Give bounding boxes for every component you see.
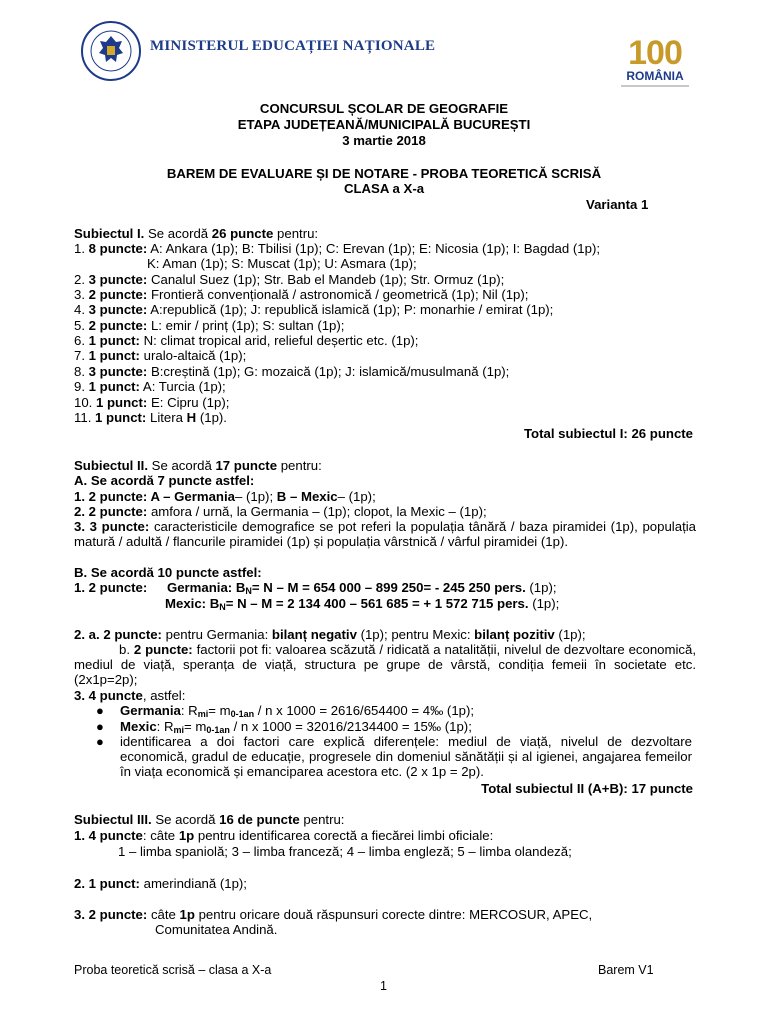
s1-item-11: 11. 1 punct: Litera H (1p). — [74, 410, 227, 425]
government-seal-logo — [80, 20, 142, 82]
bullet-icon: ● — [96, 703, 104, 718]
seal-icon — [80, 20, 142, 82]
s2-heading: Subiectul II. Se acordă 17 puncte pentru: — [74, 458, 322, 473]
s2-a3: 3. 3 puncte: caracteristicile demografice se pot referi la populația tânără / baza piramidei (1p), populația matură / adultă / flancurile piramidei (1p) și populația vârstnică / vârful piramidei (1p). — [74, 519, 696, 549]
s3-item-3-cont: Comunitatea Andină. — [155, 922, 278, 937]
s1-item-2: 2. 3 puncte: Canalul Suez (1p); Str. Bab el Mandeb (1p); Str. Ormuz (1p); — [74, 272, 505, 287]
s2-a-heading: A. Se acordă 7 puncte astfel: — [74, 473, 255, 488]
s2-b2b: b. 2 puncte: factorii pot fi: valoarea scăzută / ridicată a natalității, nivelul de dezvoltare economică, mediul de viață, speranța de viață, structura pe grupe de vârstă, condiția femeii în societate etc. (2x1p=2p); — [74, 642, 697, 687]
s2-b1-mexico: Mexic: $B_N= N - M = 2$ 134 400 – 561 685 = + 1 572 715 pers. (1p); — [165, 596, 560, 612]
s1-item-9: 9. 1 punct: A: Turcia (1p); — [74, 379, 226, 394]
bullet-icon: ● — [96, 719, 104, 734]
s2-b1-germany: 1. 2 puncte: Germania: $B_N= N - M = 654$ 000 – 899 250= - 245 250 pers. (1p); — [74, 580, 557, 596]
s1-item-5: 5. 2 puncte: L: emir / prinț (1p); S: sultan (1p); — [74, 318, 345, 333]
title-class: CLASA a X-a — [343, 181, 425, 196]
title-date: 3 martie 2018 — [342, 133, 426, 148]
s3-item-2: 2. 1 punct: amerindiană (1p); — [74, 876, 247, 891]
s1-item-10: 10. 1 punct: E: Cipru (1p); — [74, 395, 230, 410]
s1-item-1-cont: K: Aman (1p); S: Muscat (1p); U: Asmara (1p); — [147, 256, 417, 271]
bullet-icon: ● — [96, 734, 104, 749]
s1-item-4: 4. 3 puncte: A:republică (1p); J: republică islamică (1p); P: monarhie / emirat (1p); — [74, 302, 554, 317]
title-line-1: CONCURSUL ȘCOLAR DE GEOGRAFIE — [259, 101, 509, 116]
s2-total: Total subiectul II (A+B): 17 puncte — [481, 781, 693, 796]
s1-total: Total subiectul I: 26 puncte — [523, 426, 693, 441]
s3-item-1: 1. 4 puncte: câte 1p pentru identificarea corectă a fiecărei limbi oficiale: — [74, 828, 494, 843]
s2-b3-factors: identificarea a doi factori care explică diferențele: mediul de viață, nivelul de dezvoltare economică, gradul de educație, progresele din domeniul sănătății și al igienei, angajarea femeilor în viața economică și emanciparea acestora etc. (2 x 1p = 2p). — [120, 734, 692, 779]
logo-100-number: 100 — [628, 34, 682, 72]
title-line-2: ETAPA JUDEȚEANĂ/MUNICIPALĂ BUCUREȘTI — [237, 117, 531, 132]
s1-heading: Subiectul I. Se acordă 26 puncte pentru: — [74, 226, 319, 241]
romania-100-logo — [615, 36, 695, 88]
s1-item-6: 6. 1 punct: N: climat tropical arid, relieful deșertic etc. (1p); — [74, 333, 419, 348]
s3-item-3: 3. 2 puncte: câte 1p pentru oricare două răspunsuri corecte dintre: MERCOSUR, APEC, — [74, 907, 593, 922]
s2-b3-mexico: Mexic: $R_{mi}= m_{0-1an} / n$ x 1000 = 32016/2134400 = 15‰ (1p); — [120, 719, 472, 735]
logo-underline — [621, 85, 689, 87]
s1-item-1: 1. 8 puncte: A: Ankara (1p); B: Tbilisi (1p); C: Erevan (1p); E: Nicosia (1p); I: Bagdad (1p); — [74, 241, 601, 256]
s3-item-1-answers: 1 – limba spaniolă; 3 – limba franceză; 4 – limba engleză; 5 – limba olandeză; — [118, 844, 572, 859]
s2-b-heading: B. Se acordă 10 puncte astfel: — [74, 565, 262, 580]
variant-label: Varianta 1 — [586, 197, 649, 212]
s2-a1: 1. 2 puncte: A – Germania– (1p); B – Mexic– (1p); — [74, 489, 376, 504]
ministry-name: MINISTERUL EDUCAȚIEI NAȚIONALE — [150, 38, 436, 54]
page-number: 1 — [380, 979, 387, 993]
logo-romania-text: ROMÂNIA — [626, 69, 684, 83]
s1-item-3: 3. 2 puncte: Frontieră convențională / astronomică / geometrică (1p); Nil (1p); — [74, 287, 529, 302]
footer-left: Proba teoretică scrisă – clasa a X-a — [74, 963, 272, 977]
s2-a2: 2. 2 puncte: amfora / urnă, la Germania – (1p); clopot, la Mexic – (1p); — [74, 504, 487, 519]
s1-item-8: 8. 3 puncte: B:creștină (1p); G: mozaică (1p); J: islamică/musulmană (1p); — [74, 364, 510, 379]
s2-b3: 3. 4 puncte, astfel: — [74, 688, 186, 703]
s1-item-7: 7. 1 punct: uralo-altaică (1p); — [74, 348, 247, 363]
s3-heading: Subiectul III. Se acordă 16 de puncte pentru: — [74, 812, 345, 827]
title-barem: BAREM DE EVALUARE ȘI DE NOTARE - PROBA TEORETICĂ SCRISĂ — [166, 166, 602, 181]
s2-b3-germany: Germania: $R_{mi}= m_{0-1an} / n$ x 1000 = 2616/654400 = 4‰ (1p); — [120, 703, 475, 719]
s2-b2a: 2. a. 2 puncte: pentru Germania: bilanț negativ (1p); pentru Mexic: bilanț pozitiv (1p); — [74, 627, 586, 642]
footer-right: Barem V1 — [598, 963, 654, 977]
